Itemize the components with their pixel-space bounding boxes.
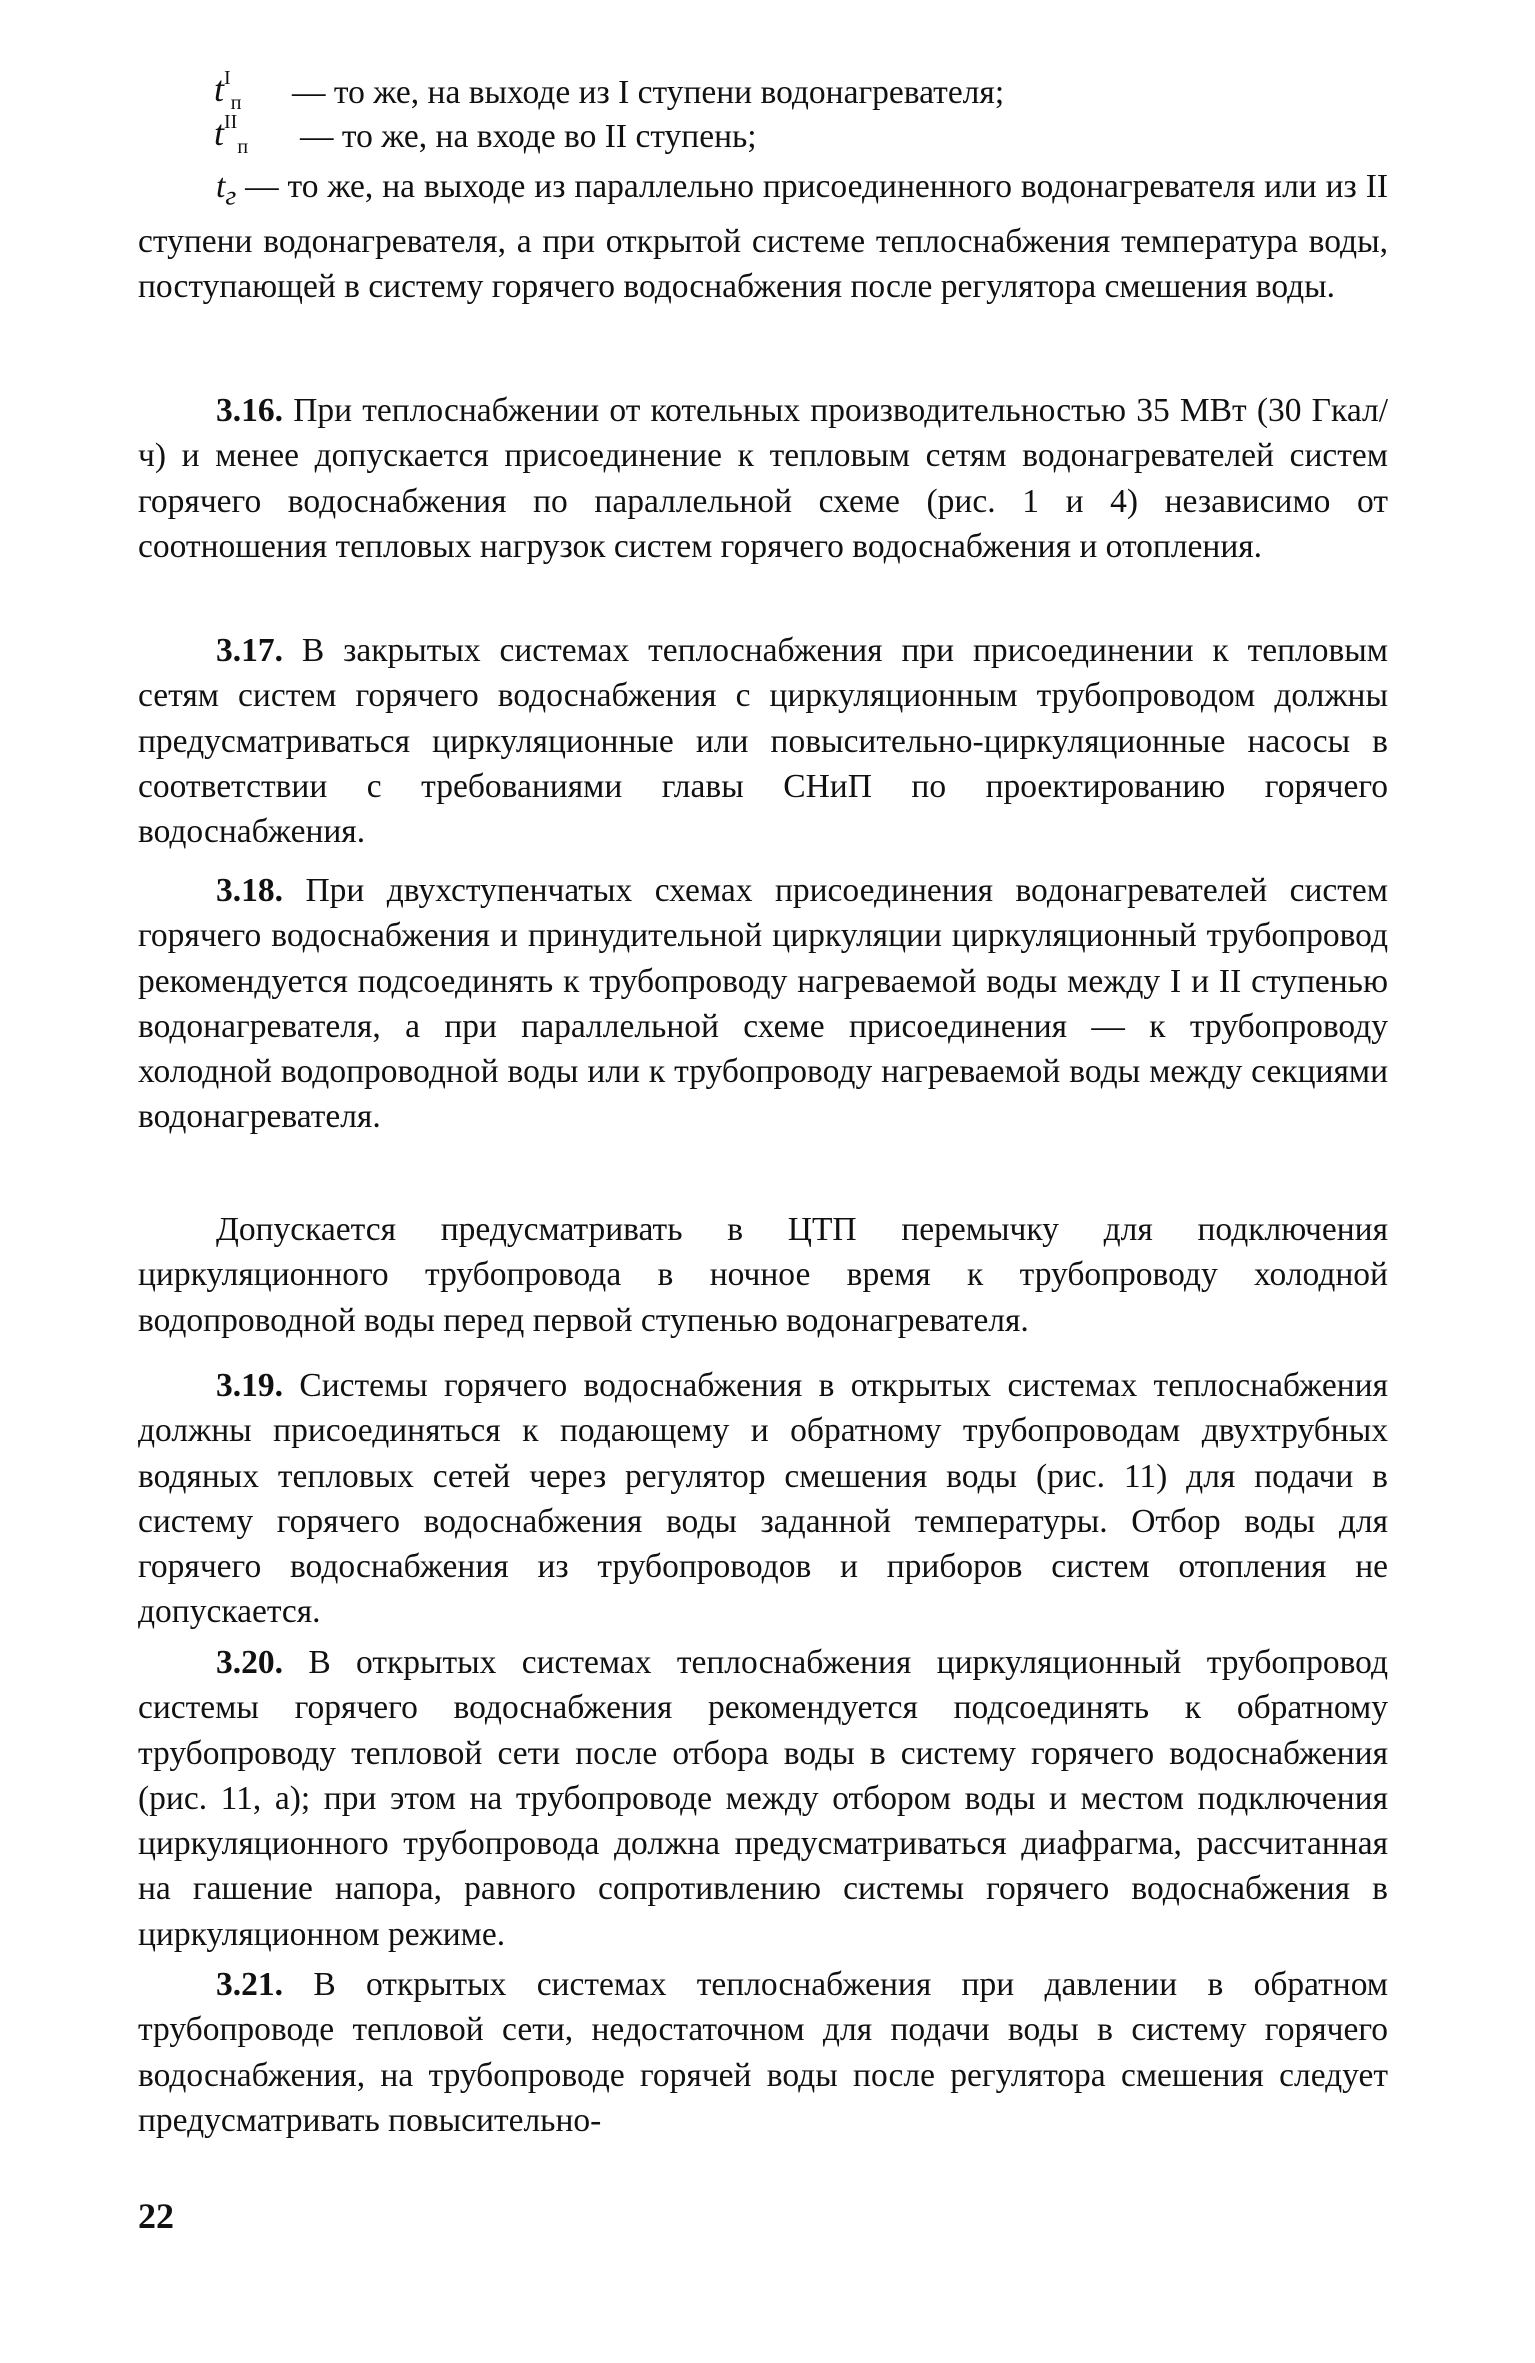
paragraph-3-19: 3.19. Системы горячего водоснабжения в открытых системах теплоснабжения должны присоединяться к подающему и обратному трубопроводам двухтрубных водяных тепловых сетей через регулятор смешения воды (рис. 11) для подачи в систему горячего водоснабжения воды заданной температуры. Отбор воды для горячего водоснабжения из трубопроводов и приборов систем отопления не допускается. [138, 1367, 1389, 1631]
paragraph-3-18: 3.18. При двухступенчатых схемах присоединения водонагревателей систем горячего водоснабжения и принудительной циркуляции циркуляционный трубопровод рекомендуется подсоединять к трубопроводу нагреваемой воды между I и II ступенью водонагревателя, а при параллельной схеме присоединения — к трубопроводу холодной водопроводной воды или к трубопроводу нагреваемой воды между секциями водонагревателя. [138, 872, 1389, 1136]
paragraph-3-20: 3.20. В открытых системах теплоснабжения циркуляционный трубопровод системы горячего водоснабжения рекомендуется подсоединять к обратному трубопроводу тепловой сети после отбора воды в систему горячего водоснабжения (рис. 11, а); при этом на трубопроводе между отбором воды и местом подключения циркуляционного трубопровода должна предусматриваться диафрагма, рассчитанная на гашение напора, равного сопротивлению системы горячего водоснабжения в циркуляционном режиме. [138, 1644, 1389, 1953]
paragraph-3-16: 3.16. При теплоснабжении от котельных производительностью 35 МВт (30 Гкал/ч) и менее допускается присоединение к тепловым сетям водонагревателей систем горячего водоснабжения по параллельной схеме (рис. 1 и 4) независимо от соотношения тепловых нагрузок систем горячего водоснабжения и отопления. [138, 392, 1389, 565]
paragraph-3-21: 3.21. В открытых системах теплоснабжения при давлении в обратном трубопроводе тепловой сети, недостаточном для подачи воды в систему горячего водоснабжения, на трубопроводе горячей воды после регулятора смешения следует предусматривать повысительно- [138, 1966, 1389, 2139]
symbol-tp1: $t^I_п$ [214, 67, 242, 115]
symbol-tp2: $t^{II}_п$ [214, 111, 249, 159]
page-number: 22 [138, 2196, 174, 2236]
legend-line-1: — то же, на выходе из I ступени водонагревателя; [292, 74, 1005, 111]
paragraph-3-17: 3.17. В закрытых системах теплоснабжения при присоединении к тепловым сетям систем горячего водоснабжения с циркуляционным трубопроводом должны предусматриваться циркуляционные или повысительно-циркуляционные насосы в соответствии с требованиями главы СНиП по проектированию горячего водоснабжения. [138, 632, 1389, 851]
legend-line-2: — то же, на входе во II ступень; [300, 118, 757, 155]
paragraph-permission: Допускается предусматривать в ЦТП перемычку для подключения циркуляционного трубопровода в ночное время к трубопроводу холодной водопроводной воды перед первой ступенью водонагревателя. [138, 1211, 1388, 1339]
symbol-tg: $t_г$ [216, 168, 237, 212]
legend-line-3: $t_г$ — то же, на выходе из параллельно присоединенного водонагревателя или из II ступени водонагревателя, а при открытой системе теплоснабжения температура воды, поступающей в систему горячего водоснабжения после регулятора смешения воды. [138, 168, 1389, 306]
